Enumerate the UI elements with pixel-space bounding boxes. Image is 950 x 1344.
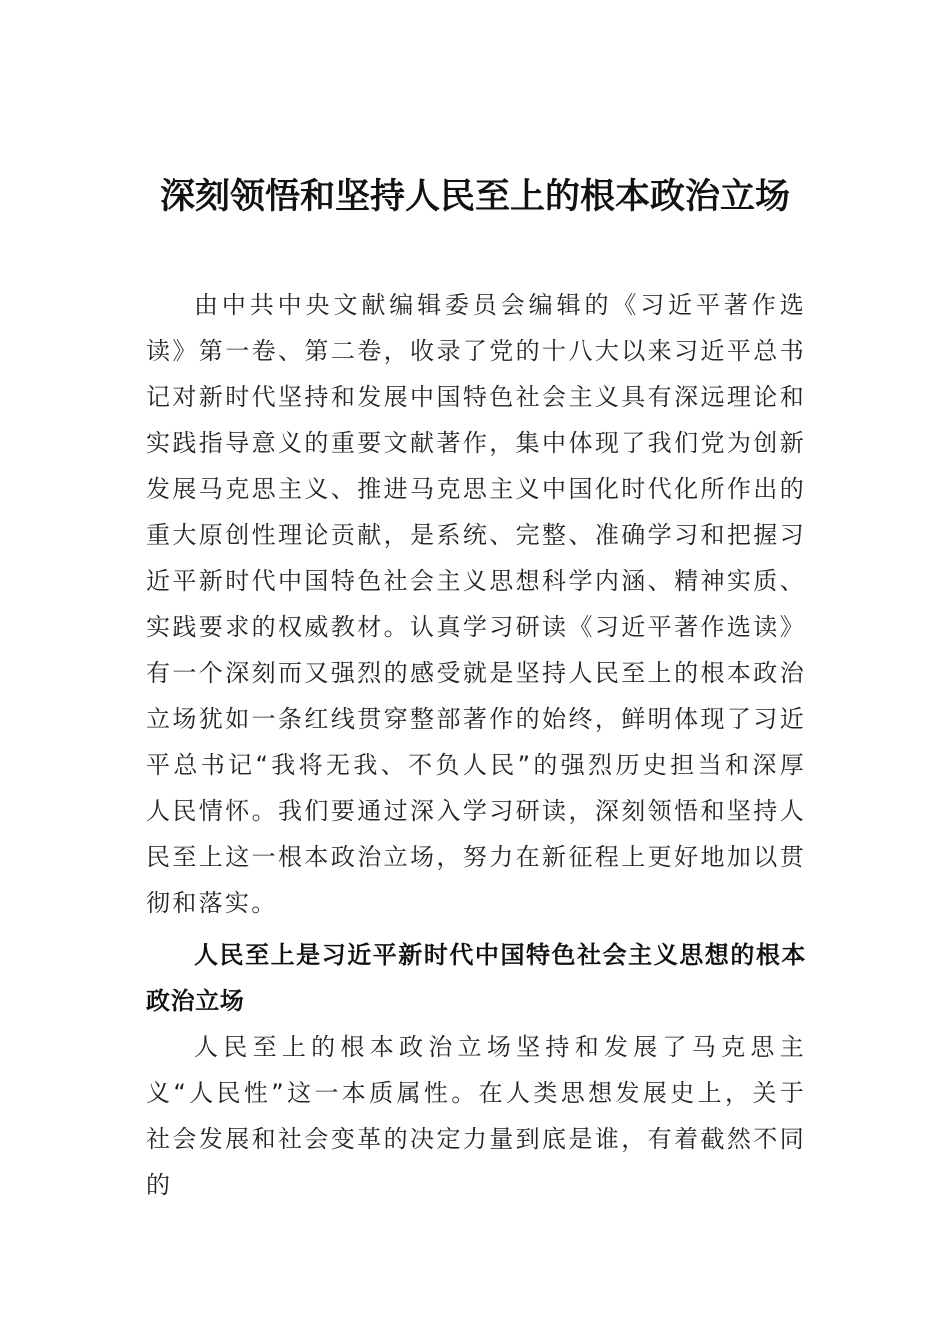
document-body bbox=[146, 282, 806, 1208]
document-title: 深刻领悟和坚持人民至上的根本政治立场 bbox=[159, 176, 790, 217]
section-heading: 人民至上是习近平新时代中国特色社会主义思想的根本政治立场 bbox=[146, 941, 806, 1015]
intro-paragraph: 由中共中央文献编辑委员会编辑的《习近平著作选读》第一卷、第二卷，收录了党的十八大以来习近平总书记对新时代坚持和发展中国特色社会主义具有深远理论和实践指导意义的重要文献著作，集中体现了我们党为创新发展马克思主义、推进马克思主义中国化时代化所作出的重大原创性理论贡献，是系统、完整、准确学习和把握习近平新时代中国特色社会主义思想科学内涵、精神实质、实践要求的权威教材。认真学习研读《习近平著作选读》有一个深刻而又强烈的感受就是坚持人民至上的根本政治立场犹如一条红线贯穿整部著作的始终，鲜明体现了习近平总书记“我将无我、不负人民”的强烈历史担当和深厚人民情怀。我们要通过深入学习研读，深刻领悟和坚持人民至上这一根本政治立场，努力在新征程上更好地加以贯彻和落实。 bbox=[146, 291, 806, 917]
section-paragraph: 人民至上的根本政治立场坚持和发展了马克思主义“人民性”这一本质属性。在人类思想发展史上，关于社会发展和社会变革的决定力量到底是谁，有着截然不同的 bbox=[146, 1033, 806, 1199]
